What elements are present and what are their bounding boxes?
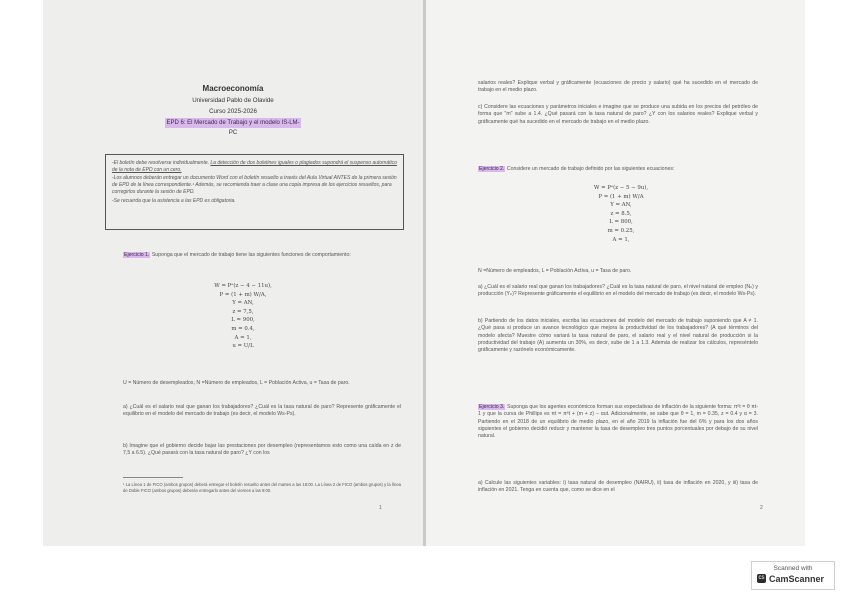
eq-5: L = 900, bbox=[231, 317, 255, 324]
exercise-2-b: b) Partiendo de los datos iniciales, escriba las ecuaciones del modelo del mercado de trabajo suponiendo que A ≠ 1. ¿Qué pasa si produce un avance tecnológico que mejora la productividad de los trabajadores? (A qué términos del modelo afecta? Muestre cómo variará la tasa natural de paro, el salario real y el nivel natural de producción si la productividad del trabajo (A) aumenta un 30%, es decir, sube de 1 a 1.3. Además de realizar los cálculos, represéntelo gráficamente y razónelo económicamente. bbox=[478, 318, 758, 354]
eq-7: A = 1, bbox=[234, 334, 252, 341]
exercise-2-intro bbox=[478, 166, 758, 173]
page-title: Macroeconomía bbox=[202, 84, 264, 93]
eq-1: W = Pᵉ(z − 4 − 11u), bbox=[214, 283, 272, 289]
eq-4: z = 7,5, bbox=[232, 308, 254, 315]
exercise-1-label: Ejercicio 1. bbox=[124, 252, 150, 258]
exercise-1-text: Suponga que el mercado de trabajo tiene las siguientes funciones de comportamiento: bbox=[151, 252, 351, 258]
box-line3: -Se recuerda que la asistencia a las EPD es obligatoria. bbox=[112, 197, 236, 204]
exercise-3-a: a) Calcule las siguientes variables: i) tasa natural de desempleo (NAIRU), ii) tasa de inflación en 2020, y iii) tasa de inflación en 2021. Tenga en cuenta que, como se dice en el bbox=[478, 480, 758, 494]
exercise-3-intro bbox=[478, 404, 758, 440]
exercise-1-c: c) Considere las ecuaciones y parámetros iniciales e imagine que se produce una subida en los precios del petróleo de forma que "m" sube a 1.4. ¿Qué pasará con la tasa natural de paro? ¿Y con los salarios reales? Explique verbal y gráficamente qué ha sucedido en el mercado de trabajo en el medio plazo. bbox=[478, 104, 758, 125]
exercise-3-label: Ejercicio 3. bbox=[479, 404, 505, 410]
exercise-1-intro bbox=[123, 252, 401, 259]
eq-8: u = U/L bbox=[232, 343, 254, 350]
camscanner-badge bbox=[751, 561, 835, 590]
exercise-1-defs: U = Número de desempleados, N =Número de empleados, L = Población Activa, u = Tasa de paro. bbox=[123, 380, 350, 386]
eq2-3: Y = AN, bbox=[610, 202, 632, 209]
epd-label: EPD 6: El Mercado de Trabajo y el modelo IS-LM-PC bbox=[166, 120, 300, 136]
eq-3: Y = AN, bbox=[232, 300, 254, 307]
eq-2: P = (1 + m) W/A, bbox=[219, 291, 267, 298]
exercise-2-label: Ejercicio 2. bbox=[479, 166, 505, 172]
eq-6: m = 0.4, bbox=[231, 325, 255, 332]
footnote-rule bbox=[123, 477, 183, 478]
eq2-4: z = 8.5, bbox=[610, 210, 632, 217]
box-line1a: -El boletín debe resolverse individualmente. bbox=[112, 160, 209, 166]
scanned-document bbox=[43, 0, 805, 546]
badge-line1: Scanned with bbox=[773, 565, 813, 572]
eq2-2: P = (1 + m) W/A bbox=[598, 193, 644, 200]
exercise-2-text: Considere un mercado de trabajo definido por las siguientes ecuaciones: bbox=[506, 166, 675, 172]
left-page bbox=[43, 0, 423, 546]
page-number-1: 1 bbox=[379, 505, 382, 511]
exercise-1-b: b) Imagine que el gobierno decide bajar las prestaciones por desempleo (representamos esto como una caída en z de 7,5 a 6.5). ¿Qué pasará con la tasa natural de paro? ¿Y con los bbox=[123, 443, 401, 457]
eq2-5: L = 800, bbox=[609, 219, 633, 226]
exercise-1-b-continued: salarios reales? Explique verbal y gráficamente (ecuaciones de precio y salario) qué ha sucedido en el mercado de trabajo en el medio plazo. bbox=[478, 80, 758, 94]
exercise-3-text: Suponga que los agentes económicos forman sus expectativas de inflación de la siguiente forma: πᵉt = θ πt-1 y que la curva de Phillips es πt = πᵉt + (m + z) − αut. Adicionalmente, se sabe que θ = 1, m = 0.35, z = 0.4 y α = 3. Partiendo en el 2018 de un equilibrio de medio plazo, en el año 2019 la inflación fue del 6% y para los dos años siguientes el gobierno decidió reducir y mantener la tasa de desempleo tres puntos porcentuales por debajo de su nivel natural. bbox=[478, 404, 758, 440]
exercise-2-a: a) ¿Cuál es el salario real que ganan los trabajadores? ¿Cuál es la tasa natural de paro, el nivel natural de empleo (Nₙ) y producción (Yₙ)? Represente gráficamente el equilibrio en el modelo del mercado de trabajo (es decir, el modelo Ws-Ps). bbox=[478, 284, 758, 298]
university: Universidad Pablo de Olavide bbox=[192, 97, 274, 104]
exercise-2-equations bbox=[571, 184, 671, 244]
eq2-6: m = 0.25, bbox=[607, 227, 635, 234]
eq2-7: A = 1, bbox=[612, 236, 630, 243]
page-number-2: 2 bbox=[760, 505, 763, 511]
box-line2: -Los alumnos deberán entregar un documento Word con el boletín resuelto a través del Aula Virtual ANTES de la primera sesión de EPD de la línea correspondiente.¹ Además, se recomienda traer a clase una copia impresa de los ejercicios resueltos, para corregirlos durante la sesión de EPD. bbox=[112, 175, 397, 195]
camscanner-icon: cs bbox=[758, 575, 765, 581]
exercise-1-equations bbox=[193, 282, 293, 351]
badge-line2: CamScanner bbox=[769, 574, 825, 584]
right-page bbox=[426, 0, 805, 546]
eq2-1: W = Pᵉ(z − 5 − 9u), bbox=[593, 185, 649, 191]
instructions-box bbox=[105, 154, 404, 230]
course: Curso 2025-2026 bbox=[209, 108, 257, 115]
exercise-1-a: a) ¿Cuál es el salario real que ganan los trabajadores? ¿Cuál es la tasa natural de paro? Represente gráficamente el equilibrio en el modelo del mercado de trabajo (es decir, el modelo Ws-Ps). bbox=[123, 404, 401, 418]
box-line1b: La detección de dos boletines iguales o plagiados supondrá el suspenso automático de la nota de EPD con un cero. bbox=[112, 160, 397, 173]
exercise-2-defs: N =Número de empleados, L = Población Activa, u = Tasa de paro. bbox=[478, 268, 632, 274]
footnote: ¹ La Línea 1 de FICO (ambos grupos) deberá entregar el boletín resuelto antes del martes a las 18:00. La Línea 2 de FICO (ambos grupos) y la línea de Doble FICO (ambos grupos) deberán entregarlo antes del viernes a las 9:00. bbox=[123, 482, 401, 493]
